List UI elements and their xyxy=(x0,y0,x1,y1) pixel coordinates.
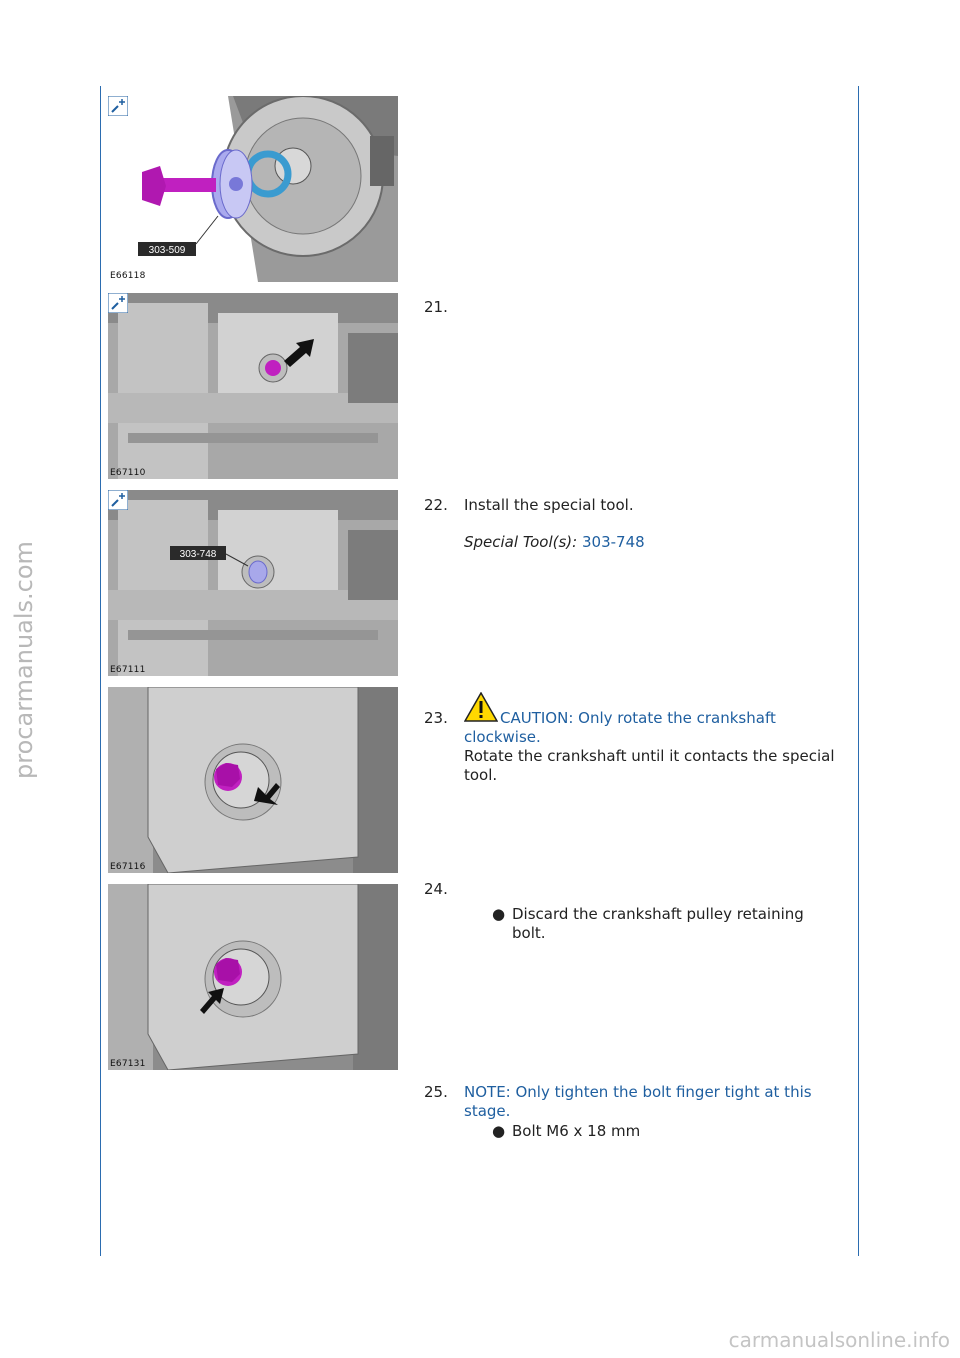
side-watermark xyxy=(4,540,44,780)
caution-text: CAUTION: Only rotate the crankshaft clockwise. xyxy=(464,709,776,746)
bullet-dot-icon: ● xyxy=(492,1122,506,1140)
zoom-in-icon[interactable] xyxy=(108,293,128,313)
figure-label: E67111 xyxy=(110,665,146,675)
special-tool-link[interactable]: 303-748 xyxy=(582,533,645,551)
figure-e67111 xyxy=(108,490,398,676)
right-margin-rule xyxy=(858,86,859,1256)
zoom-in-icon[interactable] xyxy=(108,96,128,116)
figure-label: E67116 xyxy=(110,862,146,872)
step-number-22: 22. xyxy=(424,496,448,514)
step-23-text: Rotate the crankshaft until it contacts the special tool. xyxy=(464,747,835,784)
step-number-25: 25. xyxy=(424,1083,448,1101)
bullet-text: Discard the crankshaft pulley retaining bolt. xyxy=(512,905,804,942)
figure-label: E66118 xyxy=(110,271,146,281)
callout-303-748: 303-748 xyxy=(179,549,217,560)
note-text: NOTE: Only tighten the bolt finger tight at this stage. xyxy=(464,1083,812,1120)
step-22-text: Install the special tool. xyxy=(464,496,634,514)
engine-illustration xyxy=(108,884,398,1070)
bottom-watermark: carmanualsonline.info xyxy=(728,1328,950,1352)
bullet-text: Bolt M6 x 18 mm xyxy=(512,1122,641,1140)
figure-e66118 xyxy=(108,96,398,282)
engine-illustration xyxy=(108,293,398,479)
step-number-24: 24. xyxy=(424,880,448,898)
list-item xyxy=(492,1122,832,1142)
figure-label: E67131 xyxy=(110,1059,146,1069)
figure-e67110 xyxy=(108,293,398,479)
engine-illustration xyxy=(108,490,398,676)
bullet-dot-icon: ● xyxy=(492,905,506,923)
zoom-in-icon[interactable] xyxy=(108,490,128,510)
callout-303-509: 303-509 xyxy=(148,245,186,256)
special-tools-label: Special Tool(s): xyxy=(464,533,578,551)
step-number-21: 21. xyxy=(424,298,448,316)
left-margin-rule xyxy=(100,86,101,1256)
figure-label: E67110 xyxy=(110,468,146,478)
engine-illustration xyxy=(108,687,398,873)
figure-e67116 xyxy=(108,687,398,873)
special-tools-line xyxy=(464,533,852,552)
step-number-23: 23. xyxy=(424,709,448,727)
figure-e67131 xyxy=(108,884,398,1070)
side-watermark-text: procarmanuals.com xyxy=(10,541,38,779)
engine-illustration xyxy=(108,96,398,282)
list-item xyxy=(492,905,832,945)
